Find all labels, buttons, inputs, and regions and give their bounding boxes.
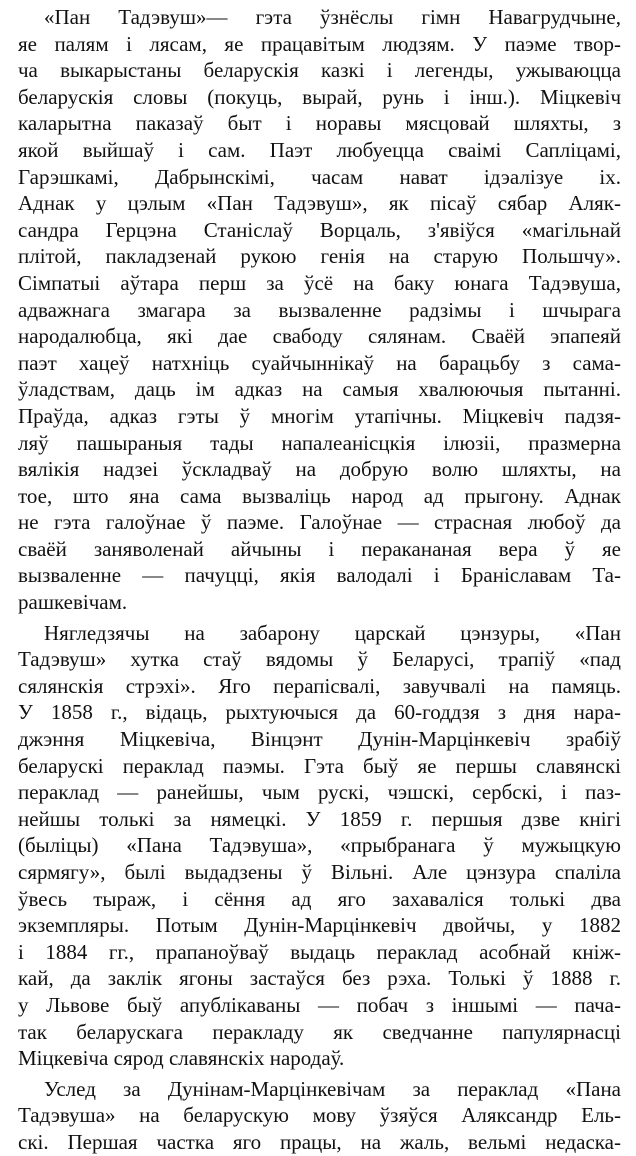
text-line: сярмягу», былі выдадзены ў Вільні. Але цэнзура спаліла xyxy=(18,860,621,884)
text-line: Тадэвуш» хутка стаў вядомы ў Беларусі, трапіў «пад xyxy=(18,647,621,672)
text-line: яе палям і лясам, яе працавітым людзям. У паэме твор- xyxy=(18,31,621,56)
text-line: нейшы толькі за нямецкі. У 1859 г. першыя дзве кнігі xyxy=(18,806,621,831)
text-line: тое, што яна сама вызваліць народ ад прыгону. Аднак xyxy=(18,483,621,508)
text-line: Аднак у цэлым «Пан Тадэвуш», як пісаў сябар Аляк- xyxy=(18,191,621,216)
text-line: адважнага змагара за вызваленне радзімы і шчырага xyxy=(18,297,621,322)
text-line: Тадэвуша» на беларускую мову ўзяўся Аляксандр Ель- xyxy=(18,1103,621,1128)
text-line: паэт хацеў натхніць суайчыннікаў на барацьбу з сама- xyxy=(18,350,621,375)
document-page xyxy=(18,4,621,1156)
paragraph-1 xyxy=(18,4,621,616)
text-line: вызваленне — пачуцці, якія валодалі і Браніславам Та- xyxy=(18,563,621,588)
text-line: так беларускага перакладу як сведчанне папулярнасці xyxy=(18,1019,621,1044)
text-line: якой выйшаў і сам. Паэт любуецца сваімі Сапліцамі, xyxy=(18,137,621,162)
text-line: сваёй заняволенай айчыны і перакананая вера ў яе xyxy=(18,536,621,561)
text-line: каларытна паказаў быт і норавы мясцовай шляхты, з xyxy=(18,111,621,136)
text-line: сандра Герцэна Станіслаў Ворцаль, з'явіўся «магільнай xyxy=(18,217,621,242)
paragraph-3 xyxy=(18,1076,621,1156)
text-line: не гэта галоўнае ў паэме. Галоўнае — страсная любоў да xyxy=(18,510,621,535)
text-line: «Пан Тадэвуш»— гэта ўзнёслы гімн Навагрудчыне, xyxy=(44,5,621,29)
text-line: народалюбца, які дае свабоду сялянам. Сваёй эпапеяй xyxy=(18,324,621,349)
text-line: скі. Першая частка яго працы, на жаль, вельмі недаска- xyxy=(18,1129,621,1154)
text-line: ча выкарыстаны беларускія казкі і легенды, ужываюцца xyxy=(18,58,621,83)
text-line: плітой, пакладзенай рукою генія на старую Польшчу». xyxy=(18,244,621,269)
text-line: пераклад — ранейшы, чым рускі, чэшскі, сербскі, і паз- xyxy=(18,780,621,805)
text-line: беларускія словы (покуць, вырай, рунь і інш.). Міцкевіч xyxy=(18,84,621,109)
text-line: вялікія надзеі ўскладваў на добрую волю шляхты, на xyxy=(18,457,621,482)
text-line: Услед за Дунінам-Марцінкевічам за пераклад «Пана xyxy=(44,1076,621,1101)
text-line: ўладствам, даць ім адказ на самыя хвалюючыя пытанні. xyxy=(18,377,621,402)
text-line: Міцкевіча сярод славянскіх народаў. xyxy=(18,1046,345,1071)
text-line: кай, да заклік ягоны застаўся без рэха. Толькі ў 1888 г. xyxy=(18,966,621,991)
text-line: рашкевічам. xyxy=(18,590,128,615)
text-line: сялянскія стрэхі». Яго перапісвалі, завучвалі на памяць. xyxy=(18,673,621,698)
text-line: Гарэшкамі, Дабрынскімі, часам нават ідэалізуе іх. xyxy=(18,164,621,189)
text-line: Сімпатыі аўтара перш за ўсё на баку юнага Тадэвуша, xyxy=(18,270,621,295)
text-line: У 1858 г., відаць, рыхтуючыся да 60-годдзя з дня нара- xyxy=(18,700,621,725)
text-line: у Львове быў апублікаваны — побач з іншымі — пача- xyxy=(18,992,621,1017)
text-line: ўвесь тыраж, і сёння ад яго захаваліся толькі два xyxy=(18,886,621,911)
text-line: Нягледзячы на забарону царскай цэнзуры, «Пан xyxy=(44,620,621,645)
text-line: джэння Міцкевіча, Вінцэнт Дунін-Марцінкевіч зрабіў xyxy=(18,727,621,752)
text-line: ляў пашыраныя тады напалеанісцкія ілюзіі, празмерна xyxy=(18,430,621,455)
text-line: (быліцы) «Пана Тадэвуша», «прыбранага ў мужыцкую xyxy=(18,833,621,858)
text-line: і 1884 гг., прапаноўваў выдаць пераклад асобнай кніж- xyxy=(18,939,621,964)
text-line: Праўда, адказ гэты ў многім утапічны. Міцкевіч падзя- xyxy=(18,403,621,428)
text-line: экземпляры. Потым Дунін-Марцінкевіч двойчы, у 1882 xyxy=(18,913,621,938)
paragraph-2 xyxy=(18,620,621,1072)
text-line: беларускі пераклад паэмы. Гэта быў яе першы славянскі xyxy=(18,753,621,778)
